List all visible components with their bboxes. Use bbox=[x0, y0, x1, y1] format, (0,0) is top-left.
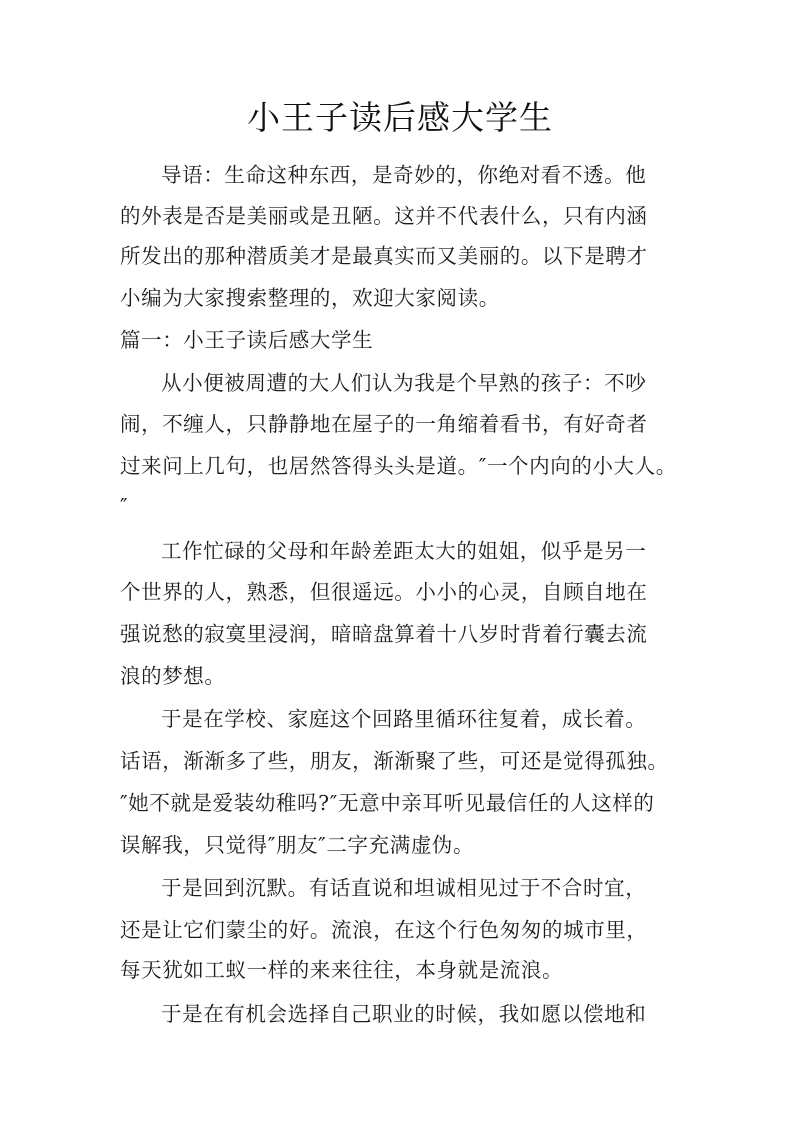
text-line: 个世界的人，熟悉，但很遥远。小小的心灵，自顾自地在 bbox=[120, 580, 648, 604]
text-line: 还是让它们蒙尘的好。流浪，在这个行色匆匆的城市里， bbox=[120, 918, 648, 942]
text-line: 从小便被周遭的大人们认为我是个早熟的孩子：不吵 bbox=[161, 371, 647, 395]
text-line: ″她不就是爱装幼稚吗?″无意中亲耳听见最信任的人这样的 bbox=[120, 791, 655, 815]
text-line: 于是在学校、家庭这个回路里循环往复着，成长着。 bbox=[161, 707, 647, 731]
text-line: 每天犹如工蚁一样的来来往往，本身就是流浪。 bbox=[120, 958, 564, 982]
text-line: 闹，不缠人，只静静地在屋子的一角缩着看书，有好奇者 bbox=[120, 412, 648, 436]
text-line: 强说愁的寂寞里浸润，暗暗盘算着十八岁时背着行囊去流 bbox=[120, 622, 648, 646]
text-line: 导语：生命这种东西，是奇妙的，你绝对看不透。他 bbox=[161, 163, 647, 187]
text-line: 的外表是否是美丽或是丑陋。这并不代表什么，只有内涵 bbox=[120, 204, 648, 228]
text-line: ″ bbox=[120, 494, 129, 518]
text-line: 于是回到沉默。有话直说和坦诚相见过于不合时宜， bbox=[161, 876, 647, 900]
document-title: 小王子读后感大学生 bbox=[247, 98, 553, 137]
text-line: 话语，渐渐多了些，朋友，渐渐聚了些，可还是觉得孤独。 bbox=[120, 749, 669, 773]
text-line: 误解我，只觉得″朋友″二字充满虚伪。 bbox=[120, 833, 475, 857]
text-line: 过来问上几句，也居然答得头头是道。″一个内向的小大人。 bbox=[120, 454, 677, 478]
text-line: 于是在有机会选择自己职业的时候，我如愿以偿地和 bbox=[161, 1002, 647, 1026]
text-line: 所发出的那种潜质美才是最真实而又美丽的。以下是聘才 bbox=[120, 244, 648, 268]
text-line: 篇一：小王子读后感大学生 bbox=[120, 328, 374, 352]
text-line: 浪的梦想。 bbox=[120, 664, 226, 688]
text-line: 工作忙碌的父母和年龄差距太大的姐姐，似乎是另一 bbox=[161, 539, 647, 563]
text-line: 小编为大家搜索整理的，欢迎大家阅读。 bbox=[120, 286, 500, 310]
